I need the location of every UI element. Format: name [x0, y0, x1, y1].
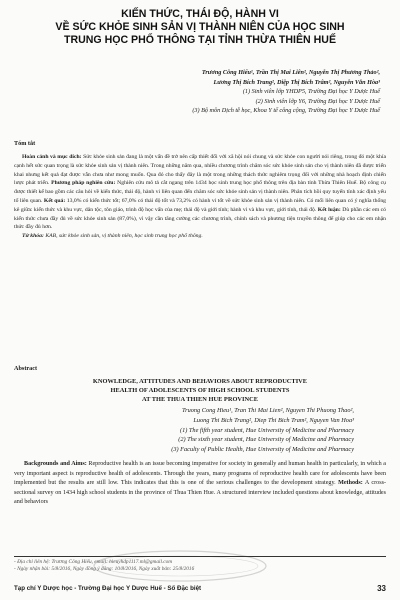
vn-abstract-body — [14, 153, 386, 241]
author-list: Truong Cong Hieu¹, Tran Thi Mai Lien², Nguyen Thi Phuong Thao², — [181, 407, 354, 414]
keywords: Từ khóa: KAB, sức khỏe sinh sản, vị thành niên, học sinh trung học phổ thông. — [22, 233, 203, 240]
en-author-block — [64, 406, 354, 455]
author-list: Lương Thị Bích Trang², Diệp Thị Bích Trâm², Nguyễn Văn Hòa³ — [213, 78, 380, 86]
vn-paragraph: Hoàn cảnh và mục đích: Sức khỏe sinh sản đang là một vấn đề trở nên cấp thiết đối với xã hội nói chung và sức khỏe con người nói riêng, trong đó một khía cạnh hết sức quan trọng là sức khỏe sinh sản vị thành niên. Trong những năm qua, nhiều chương trình chăm sóc sức khỏe sinh sản cho vị thành niên đã được triển khai nhưng kết quả đạt được vẫn chưa như mong muốn. Qua đó cho thấy đây là một trong những thách thức nghiêm trọng đối với những nhà hoạch định chiến lược phát triển. Phương pháp nghiên cứu: Nghiên cứu mô tả cắt ngang trên 1434 học sinh trung học phổ thông trên địa bàn tỉnh Thừa Thiên Huế. Bộ công cụ được thiết kế bao gồm các câu hỏi về kiến thức, thái độ, hành vi liên quan đến chăm sóc sức khỏe sinh sản vị thành niên. Phân tích hồi quy tuyến tính xác định yếu tố liên quan. Kết quả: 13,0% có kiến thức tốt; 67,0% có thái độ tốt và 73,2% có hành vi tốt về sức khỏe sinh sản vị thành niên. Có mối liên quan có ý nghĩa thống kê giữa: kiến thức và khu vực, dân tộc, tôn giáo, trình độ học vấn của mẹ; thái độ và giới tính; hành vi và khu vực, giới tính, thái độ. Kết luận: Dù phần các em có kiến thức chưa đầy đủ về sức khỏe sinh sản (87,0%), vì vậy cần tăng cường các chương trình, chính sách và phương tiện truyền thông để giúp cho các em nhận thức đầy đủ hơn. — [14, 154, 387, 231]
affiliation: (3) Faculty of Public Health, Hue University of Medicine and Pharmacy — [171, 446, 354, 454]
author-list: Trương Công Hiếu¹, Trần Thị Mai Liên², Nguyễn Thị Phương Thảo², — [201, 69, 380, 76]
en-article-title — [20, 377, 380, 405]
affiliation: (1) The fifth year student, Hue University of Medicine and Pharmacy — [180, 426, 354, 434]
section-label: Phương pháp nghiên cứu: — [51, 180, 116, 187]
keywords-label: Từ khóa: — [22, 233, 44, 240]
title-line: KIẾN THỨC, THÁI ĐỘ, HÀNH VI — [121, 8, 279, 20]
affiliation: (2) The sixth year student, Hue University of Medicine and Pharmacy — [178, 436, 354, 444]
title-line: VỀ SỨC KHỎE SINH SẢN VỊ THÀNH NIÊN CỦA HỌC SINH — [55, 21, 345, 33]
title-line: TRUNG HỌC PHỔ THÔNG TẠI TỈNH THỪA THIÊN HUẾ — [63, 34, 337, 46]
footnote — [14, 556, 386, 574]
affiliation: (3) Bộ môn Dịch tễ học, Khoa Y tế công cộng, Trường Đại học Y Dược Huế — [192, 107, 380, 115]
affiliation: (1) Sinh viên lớp YHDP5, Trường Đại học Y Dược Huế — [242, 88, 380, 96]
section-label: Kết luận: — [317, 206, 341, 213]
en-abstract-heading: Abstract — [14, 365, 38, 372]
affiliation: (2) Sinh viên lớp Y6, Trường Đại học Y Dược Huế — [255, 97, 380, 105]
title-line: KNOWLEDGE, ATTITUDES AND BEHAVIORS ABOUT REPRODUCTIVE — [92, 378, 308, 385]
contact-address: - Địa chỉ liên hệ: Trương Công Hiếu, email: hieuyhdp1117.ml@gmail.com — [14, 559, 173, 565]
page-footer — [14, 584, 386, 596]
section-label: Hoàn cảnh và mục đích: — [22, 154, 82, 160]
publication-dates: - Ngày nhận bài: 5/8/2016, Ngày đồng ý đăng: 10/8/2016, Ngày xuất bản: 25/8/2016 — [14, 566, 195, 573]
vn-abstract-heading: Tóm tắt — [14, 140, 36, 147]
journal-name: Tạp chí Y Dược học - Trường Đại học Y Dược Huế - Số Đặc biệt — [14, 585, 202, 592]
article-title — [20, 8, 380, 47]
section-label: Methods: — [338, 480, 363, 487]
section-label: Kết quả: — [43, 197, 66, 204]
section-label: Backgrounds and Aims: — [24, 461, 87, 467]
title-line: AT THE THUA THIEN HUE PROVINCE — [141, 396, 259, 404]
en-abstract-body: Backgrounds and Aims: Reproductive health is an issue becoming imperative for society in generally and human health in particularly, in which a very important aspect is reproductive health of adolescents. Through the years, many programs of reproductive health care for adolescents have been implemented but the results are still low. This indicates that this is one of the serious challenges to the development strategy. Methods: A cross-sectional survey on 1434 high school students in the province of Thua Thien Hue. A structured interview included questions about knowledge, attitudes and behaviors — [14, 461, 386, 506]
title-line: HEALTH OF ADOLESCENTS OF HIGH SCHOOL STUDENTS — [110, 387, 290, 395]
page-number: 33 — [377, 584, 386, 593]
author-list: Luong Thi Bich Trang², Diep Thi Bich Tram², Nguyen Van Hoa³ — [193, 416, 354, 424]
author-block — [80, 68, 380, 116]
